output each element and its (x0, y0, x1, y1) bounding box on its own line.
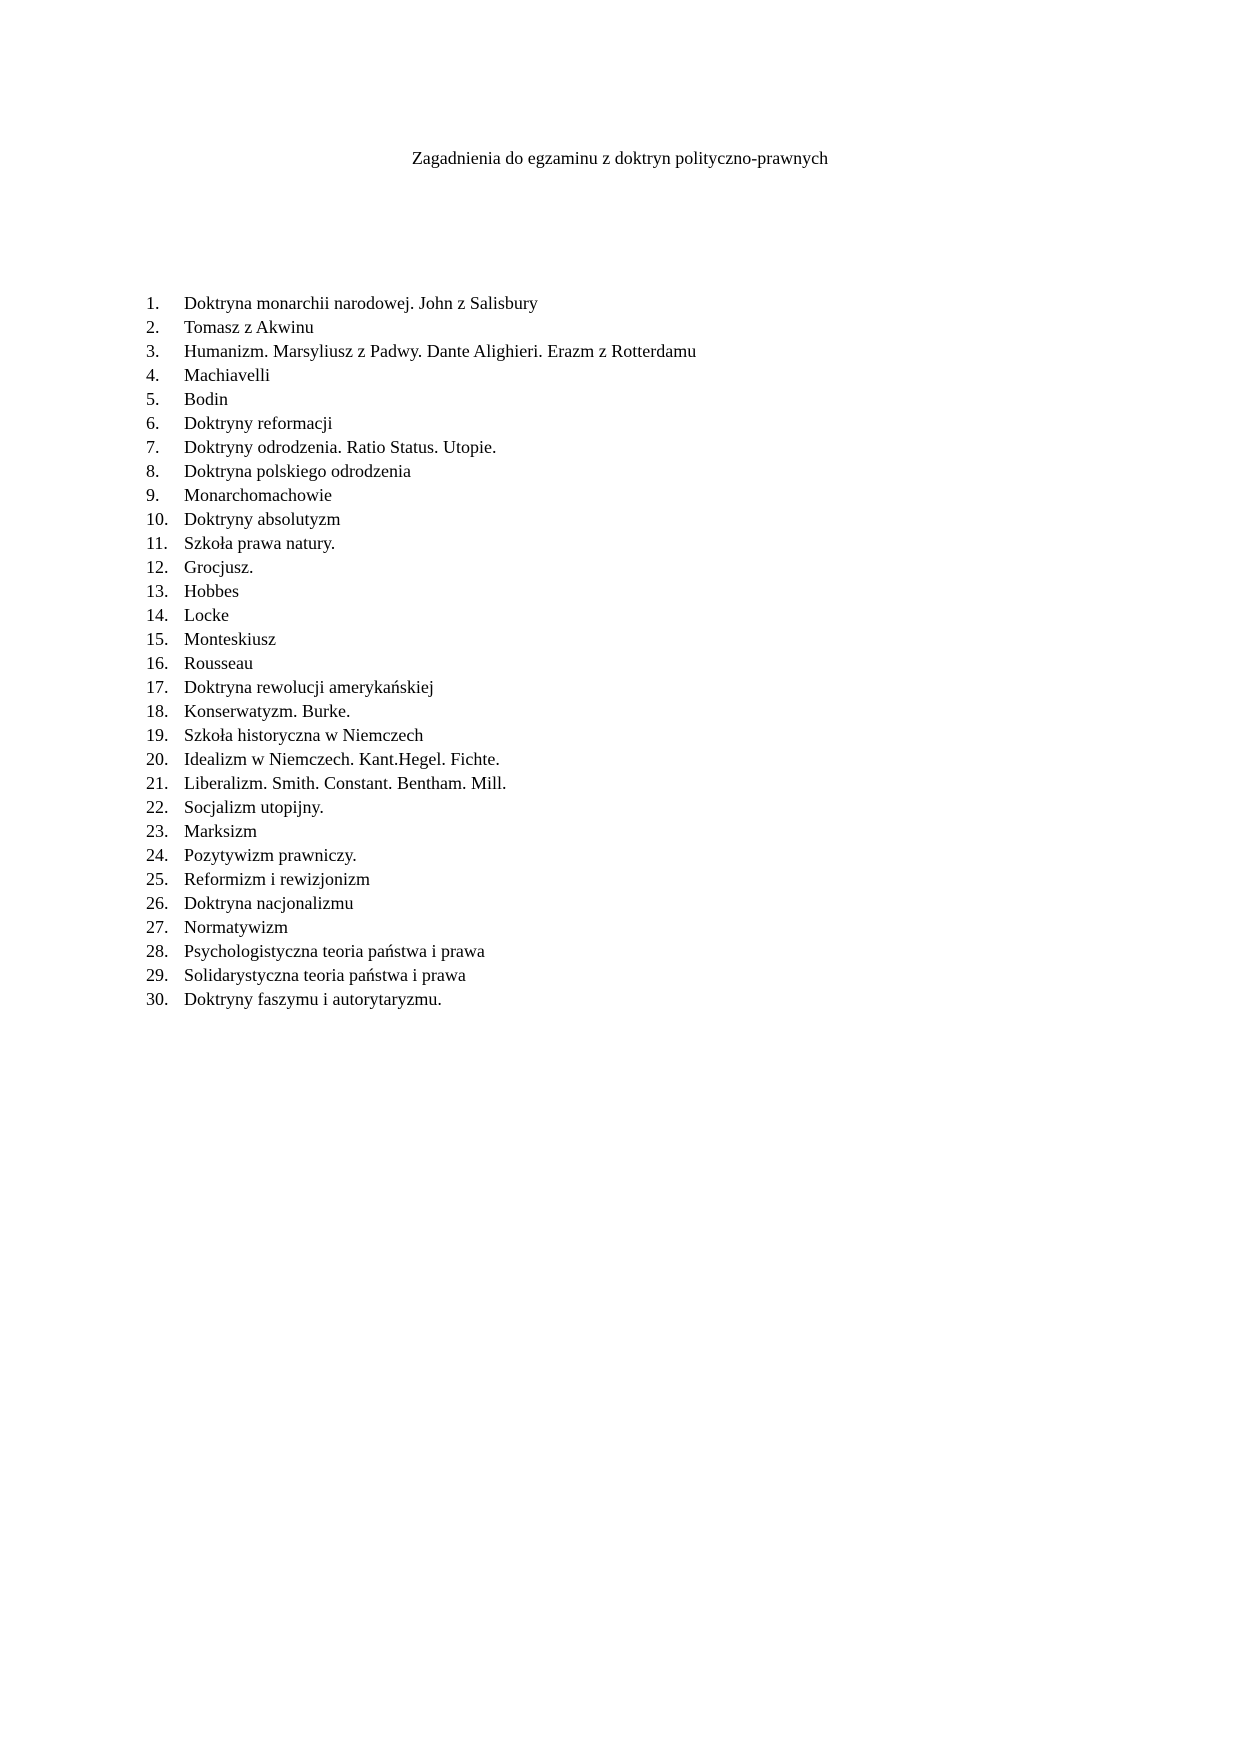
list-item-text: Bodin (184, 389, 229, 409)
list-item (146, 459, 1046, 483)
list-item-text: Szkoła prawa natury. (184, 533, 336, 553)
list-item (146, 915, 1046, 939)
list-item-text: Reformizm i rewizjonizm (184, 869, 370, 889)
list-item-number: 20. (146, 749, 169, 769)
list-item-text: Tomasz z Akwinu (184, 317, 314, 337)
list-item-number: 19. (146, 725, 169, 745)
list-item-text: Socjalizm utopijny. (184, 797, 324, 817)
list-item-number: 21. (146, 773, 169, 793)
list-item-number: 16. (146, 653, 169, 673)
list-item-number: 9. (146, 485, 160, 505)
list-item-text: Konserwatyzm. Burke. (184, 701, 351, 721)
list-item-text: Machiavelli (184, 365, 270, 385)
list-item-text: Normatywizm (184, 917, 288, 937)
list-item (146, 435, 1046, 459)
list-item-text: Doktryny absolutyzm (184, 509, 341, 529)
list-item-number: 30. (146, 989, 169, 1009)
list-item-number: 6. (146, 413, 160, 433)
list-item (146, 819, 1046, 843)
list-item (146, 555, 1046, 579)
list-item-text: Doktryna polskiego odrodzenia (184, 461, 411, 481)
list-item-number: 27. (146, 917, 169, 937)
list-item-number: 8. (146, 461, 160, 481)
list-item (146, 531, 1046, 555)
list-item-number: 17. (146, 677, 169, 697)
document-title-text: Zagadnienia do egzaminu z doktryn polityczno-prawnych (411, 148, 829, 168)
list-item-number: 2. (146, 317, 160, 337)
list-item-number: 1. (146, 293, 160, 313)
list-item-number: 29. (146, 965, 169, 985)
list-item (146, 339, 1046, 363)
list-item-text: Monarchomachowie (184, 485, 332, 505)
list-item (146, 867, 1046, 891)
list-item-text: Locke (184, 605, 229, 625)
list-item (146, 411, 1046, 435)
list-item-number: 28. (146, 941, 169, 961)
list-item-text: Grocjusz. (184, 557, 254, 577)
list-item-text: Solidarystyczna teoria państwa i prawa (184, 965, 466, 985)
list-item-number: 12. (146, 557, 169, 577)
list-item (146, 987, 1046, 1011)
list-item-text: Idealizm w Niemczech. Kant.Hegel. Fichte. (184, 749, 500, 769)
list-item-text: Hobbes (184, 581, 239, 601)
list-item (146, 651, 1046, 675)
list-item (146, 387, 1046, 411)
list-item-number: 7. (146, 437, 160, 457)
list-item (146, 747, 1046, 771)
list-item-number: 5. (146, 389, 160, 409)
list-item-number: 13. (146, 581, 169, 601)
list-item (146, 771, 1046, 795)
list-item-text: Monteskiusz (184, 629, 276, 649)
list-item-text: Humanizm. Marsyliusz z Padwy. Dante Alighieri. Erazm z Rotterdamu (184, 341, 697, 361)
list-item-number: 3. (146, 341, 160, 361)
list-item-text: Doktryna rewolucji amerykańskiej (184, 677, 434, 697)
list-item (146, 627, 1046, 651)
list-item (146, 699, 1046, 723)
list-item (146, 291, 1046, 315)
list-item-number: 25. (146, 869, 169, 889)
list-item (146, 315, 1046, 339)
list-item-number: 11. (146, 533, 168, 553)
list-item-number: 26. (146, 893, 169, 913)
list-item-text: Doktryny faszymu i autorytaryzmu. (184, 989, 442, 1009)
list-item (146, 483, 1046, 507)
topic-list (146, 291, 1046, 1011)
list-item (146, 579, 1046, 603)
list-item (146, 795, 1046, 819)
list-item-text: Doktryny reformacji (184, 413, 333, 433)
list-item-number: 14. (146, 605, 169, 625)
list-item-text: Psychologistyczna teoria państwa i prawa (184, 941, 485, 961)
list-item-text: Rousseau (184, 653, 253, 673)
list-item (146, 507, 1046, 531)
list-item (146, 675, 1046, 699)
list-item-text: Liberalizm. Smith. Constant. Bentham. Mill. (184, 773, 507, 793)
list-item-number: 4. (146, 365, 160, 385)
list-item (146, 603, 1046, 627)
list-item-number: 10. (146, 509, 169, 529)
list-item-text: Szkoła historyczna w Niemczech (184, 725, 424, 745)
list-item-text: Doktryna nacjonalizmu (184, 893, 354, 913)
list-item-text: Marksizm (184, 821, 257, 841)
list-item (146, 843, 1046, 867)
list-item-number: 22. (146, 797, 169, 817)
list-item-number: 24. (146, 845, 169, 865)
list-item (146, 723, 1046, 747)
list-item (146, 963, 1046, 987)
list-item-text: Pozytywizm prawniczy. (184, 845, 357, 865)
document-title (0, 146, 1240, 170)
list-item-text: Doktryny odrodzenia. Ratio Status. Utopie. (184, 437, 497, 457)
list-item-number: 15. (146, 629, 169, 649)
list-item-number: 23. (146, 821, 169, 841)
list-item-number: 18. (146, 701, 169, 721)
list-item (146, 891, 1046, 915)
list-item (146, 363, 1046, 387)
list-item (146, 939, 1046, 963)
list-item-text: Doktryna monarchii narodowej. John z Salisbury (184, 293, 538, 313)
